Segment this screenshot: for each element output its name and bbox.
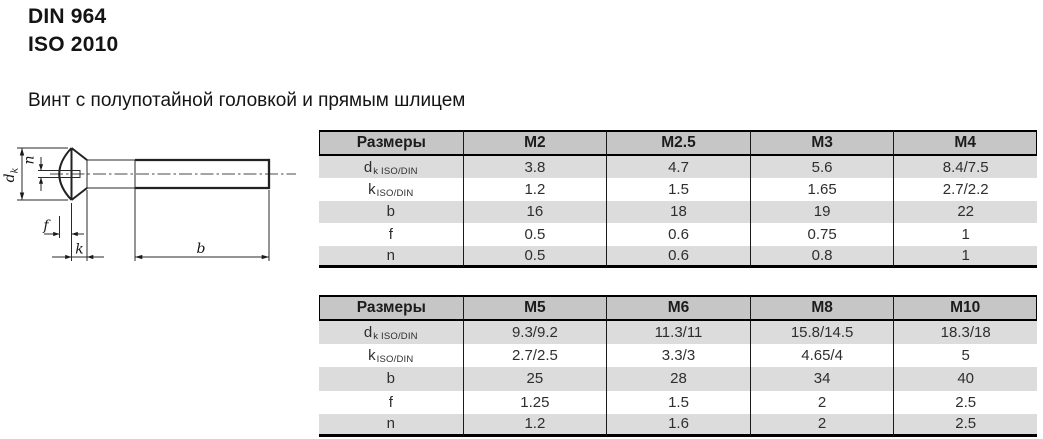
cell-value: 0.75 <box>750 223 894 245</box>
dimension-n <box>22 155 44 191</box>
product-subtitle: Винт с полупотайной головкой и прямым шлицем <box>28 90 466 111</box>
cell-value: 1.6 <box>606 414 750 437</box>
col-header: M2.5 <box>606 130 750 156</box>
col-header: M10 <box>893 295 1037 321</box>
col-header: M3 <box>750 130 894 156</box>
col-header: M8 <box>750 295 894 321</box>
cell-value: 15.8/14.5 <box>750 321 894 344</box>
cell-value: 18 <box>606 201 750 223</box>
cell-value: 11.3/11 <box>606 321 750 344</box>
row-label: k ISO/DIN <box>368 181 414 200</box>
k-dimension-label: k <box>75 241 84 258</box>
col-header: M5 <box>463 295 607 321</box>
cell-value: 28 <box>606 367 750 390</box>
cell-value: 0.6 <box>606 246 750 268</box>
dk-dimension-label: $d_k$ <box>2 167 21 183</box>
cell-value: 1.2 <box>463 178 607 200</box>
row-label: f <box>388 393 393 411</box>
cell-value: 1.2 <box>463 414 607 437</box>
cell-value: 1.65 <box>750 178 894 200</box>
cell-value: 3.8 <box>463 156 607 178</box>
cell-value: 0.6 <box>606 223 750 245</box>
cell-value: 25 <box>463 367 607 390</box>
row-label: d k ISO/DIN <box>319 321 463 344</box>
col-header: M6 <box>606 295 750 321</box>
dimension-b <box>135 160 269 261</box>
cell-value: 1 <box>893 223 1037 245</box>
cell-value: 2.7/2.2 <box>893 178 1037 200</box>
n-dimension-label: n <box>21 155 38 165</box>
cell-value: 0.5 <box>463 223 607 245</box>
cell-value: 2.7/2.5 <box>463 344 607 367</box>
cell-value: 2 <box>750 414 894 437</box>
cell-value: 4.7 <box>606 156 750 178</box>
col-header: Размеры <box>319 130 463 156</box>
dimensions-table-m5-m10 <box>319 295 1037 437</box>
col-header: M2 <box>463 130 607 156</box>
row-label: b <box>319 201 463 223</box>
cell-value: 16 <box>463 201 607 223</box>
cell-value: 1.5 <box>606 178 750 200</box>
cell-value: 34 <box>750 367 894 390</box>
cell-value: 1 <box>893 246 1037 268</box>
cell-value: 1.25 <box>463 391 607 414</box>
cell-value: 1.5 <box>606 391 750 414</box>
row-label: b <box>319 367 463 390</box>
cell-value: 2.5 <box>893 391 1037 414</box>
dimensions-table-m2-m4 <box>319 130 1037 268</box>
b-dimension-label: b <box>196 241 206 257</box>
f-dimension-label: f <box>43 218 49 234</box>
cell-value: 2 <box>750 391 894 414</box>
col-header: M4 <box>893 130 1037 156</box>
row-label: n <box>319 414 463 437</box>
row-label: f <box>388 225 393 243</box>
cell-value: 22 <box>893 201 1037 223</box>
cell-value: 5.6 <box>750 156 894 178</box>
cell-value: 4.65/4 <box>750 344 894 367</box>
standard-din-title: DIN 964 <box>28 5 107 28</box>
cell-value: 0.8 <box>750 246 894 268</box>
cell-value: 9.3/9.2 <box>463 321 607 344</box>
standard-iso-title: ISO 2010 <box>28 33 119 56</box>
row-label: k ISO/DIN <box>368 347 414 366</box>
cell-value: 0.5 <box>463 246 607 268</box>
row-label: d k ISO/DIN <box>319 156 463 178</box>
cell-value: 2.5 <box>893 414 1037 437</box>
row-label: n <box>319 246 463 268</box>
cell-value: 18.3/18 <box>893 321 1037 344</box>
cell-value: 5 <box>893 344 1037 367</box>
screw-technical-drawing <box>0 130 310 290</box>
cell-value: 40 <box>893 367 1037 390</box>
col-header: Размеры <box>319 295 463 321</box>
cell-value: 3.3/3 <box>606 344 750 367</box>
cell-value: 8.4/7.5 <box>893 156 1037 178</box>
cell-value: 19 <box>750 201 894 223</box>
